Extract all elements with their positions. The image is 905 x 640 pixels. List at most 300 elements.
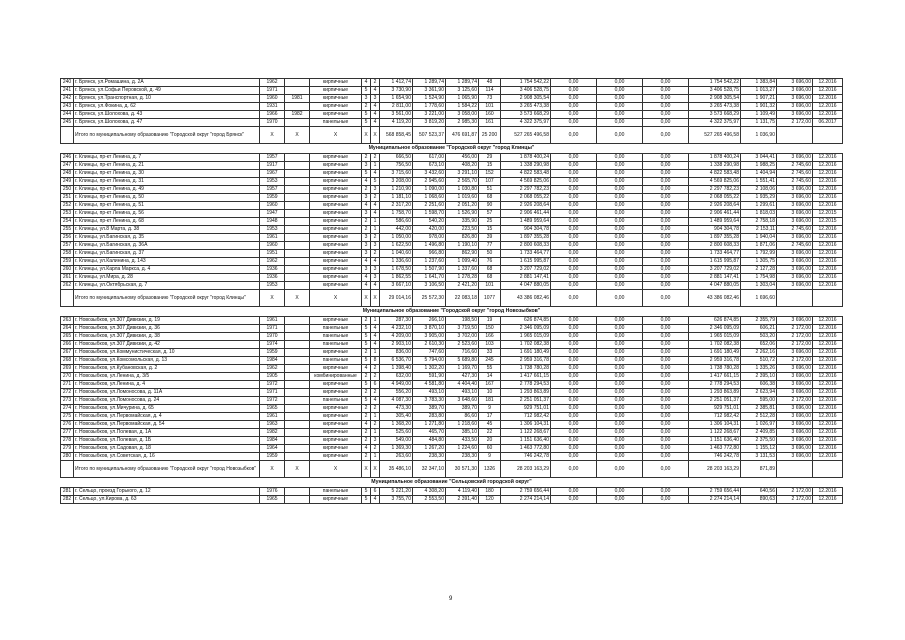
cell: 2 906 461,44 (689, 210, 741, 218)
cell: 525,60 (380, 429, 413, 437)
cell: 3 696,00 (777, 258, 813, 266)
cell: 245 (61, 119, 74, 127)
cell: 4 (371, 325, 380, 333)
table-row (61, 405, 843, 413)
cell: 2 172,00 (777, 325, 813, 333)
cell: 3 (362, 234, 371, 242)
cell: 1 306 104,31 (689, 421, 741, 429)
cell: 263,60 (380, 453, 413, 461)
cell: 1957 (260, 154, 285, 162)
cell: 1 641,70 (413, 274, 446, 282)
cell: 4 209,00 (380, 333, 413, 341)
cell: 4 119,40 (446, 488, 479, 496)
cell: кирпичные (310, 453, 362, 461)
cell: 0,00 (551, 95, 597, 103)
cell: 2 172,00 (777, 357, 813, 365)
cell: 241 (61, 87, 74, 95)
cell: кирпичные (310, 194, 362, 202)
cell: 2 251 051,37 (501, 397, 551, 405)
cell: 1 040,60 (380, 250, 413, 258)
cell: 586,60 (380, 218, 413, 226)
cell (285, 274, 310, 282)
cell (285, 341, 310, 349)
table-row (61, 87, 843, 95)
cell: 484,80 (413, 437, 446, 445)
cell: 0,00 (643, 266, 689, 274)
cell: 12.2016 (813, 373, 843, 381)
cell: 254 (61, 218, 74, 226)
cell: 1 489 959,64 (689, 218, 741, 226)
cell: г. Новозыбков, ул.307 Дивизии, д. 19 (74, 317, 260, 325)
cell: 1 169,70 (446, 365, 479, 373)
cell: 3 573 668,29 (689, 111, 741, 119)
cell: 1 496,80 (413, 242, 446, 250)
cell: 12.2016 (813, 234, 843, 242)
cell (285, 325, 310, 333)
cell: 12.2016 (813, 242, 843, 250)
cell: 0,00 (597, 162, 643, 170)
cell: г. Клинцы, ул.Мира, д. 28 (74, 274, 260, 282)
cell: 1971 (260, 87, 285, 95)
total-row (61, 461, 843, 478)
cell: 2 (362, 349, 371, 357)
cell: 0,00 (643, 349, 689, 357)
cell: 1 404,94 (741, 170, 777, 178)
cell: 258 (61, 250, 74, 258)
cell: 2 (371, 445, 380, 453)
cell: г. Новозыбков, ул.307 Дивизии, д. 36 (74, 325, 260, 333)
cell: 256 (61, 234, 74, 242)
cell: 0,00 (597, 461, 643, 478)
section-title: Муниципальное образование "Городской округ "город Новозыбков" (362, 308, 541, 314)
cell: г. Новозыбков, ул.Полевая, д. 1Б (74, 437, 260, 445)
cell: 1 013,27 (741, 87, 777, 95)
cell: 1 691 180,49 (689, 349, 741, 357)
cell: 507 523,37 (413, 127, 446, 144)
cell: 640,56 (741, 488, 777, 496)
table-row (61, 437, 843, 445)
cell: 2 346 095,09 (689, 325, 741, 333)
cell: 2 745,60 (777, 178, 813, 186)
cell: 0,00 (551, 210, 597, 218)
cell: 1 691 180,49 (501, 349, 551, 357)
cell: 0,00 (551, 429, 597, 437)
cell: 1 615 995,87 (689, 258, 741, 266)
cell: 86,60 (446, 413, 479, 421)
cell: 2 (371, 405, 380, 413)
cell: 48 (479, 79, 501, 87)
cell: 2 (371, 154, 380, 162)
cell: кирпичные (310, 413, 362, 421)
cell: 0,00 (551, 381, 597, 389)
cell: 1 901,32 (741, 103, 777, 111)
cell: 2 881 147,41 (689, 274, 741, 282)
cell: 0,00 (643, 429, 689, 437)
cell: 3 719,50 (446, 325, 479, 333)
total-row (61, 127, 843, 144)
cell: 1905 (260, 373, 285, 381)
cell: 617,00 (413, 154, 446, 162)
cell: 1 897 355,28 (689, 234, 741, 242)
cell: 10 (479, 389, 501, 397)
cell: 1984 (260, 437, 285, 445)
cell: 253 (61, 210, 74, 218)
cell: 473,30 (380, 405, 413, 413)
cell: кирпичные (310, 87, 362, 95)
cell (285, 397, 310, 405)
cell: 0,00 (643, 317, 689, 325)
cell: 166 (479, 333, 501, 341)
cell: 28 203 163,29 (689, 461, 741, 478)
cell: 1 181,10 (380, 194, 413, 202)
cell (285, 317, 310, 325)
cell: 2 (362, 437, 371, 445)
cell: 510,72 (741, 357, 777, 365)
cell: 238,30 (446, 453, 479, 461)
cell: 1 733 464,77 (689, 250, 741, 258)
cell: г. Брянск, ул.Шолохова, д. 43 (74, 111, 260, 119)
cell: 2 (362, 154, 371, 162)
cell: 527 265 496,58 (501, 127, 551, 144)
cell: 1970 (260, 119, 285, 127)
cell: г. Клинцы, ул.Багинская, д. 37 (74, 250, 260, 258)
cell: г. Новозыбков, ул.307 Дивизии, д. 42 (74, 341, 260, 349)
cell: 1960 (260, 242, 285, 250)
cell: кирпичные (310, 496, 362, 504)
cell: панельные (310, 325, 362, 333)
cell: 12.2016 (813, 266, 843, 274)
cell: 1936 (260, 266, 285, 274)
cell: 1 299,61 (741, 202, 777, 210)
cell: 0,00 (597, 325, 643, 333)
cell: 0,00 (643, 333, 689, 341)
cell: 1 463 772,80 (689, 445, 741, 453)
cell: 4 (371, 170, 380, 178)
cell: 4 (371, 119, 380, 127)
cell: 1 271,80 (413, 421, 446, 429)
cell: 493,10 (446, 389, 479, 397)
cell: 2 (362, 186, 371, 194)
cell: 5 794,00 (413, 357, 446, 365)
cell: г. Новозыбков, ул.Полевая, д. 1А (74, 429, 260, 437)
cell: кирпичные (310, 421, 362, 429)
cell: 0,00 (551, 437, 597, 445)
cell: 0,00 (597, 250, 643, 258)
cell: 0,00 (597, 397, 643, 405)
cell: 3 (371, 95, 380, 103)
cell: 68 (479, 266, 501, 274)
cell: 4 (371, 496, 380, 504)
cell: 2 127,28 (741, 266, 777, 274)
cell: 5 689,80 (446, 357, 479, 365)
cell: кирпичные (310, 170, 362, 178)
cell: 1 293 863,89 (689, 389, 741, 397)
cell: 1971 (260, 325, 285, 333)
cell: г. Клинцы, ул.Карла Маркса, д. 4 (74, 266, 260, 274)
cell: 0,00 (597, 242, 643, 250)
cell: 3 (371, 274, 380, 282)
cell: 4 (371, 210, 380, 218)
cell: 0,00 (597, 266, 643, 274)
cell: 1 303,04 (741, 282, 777, 290)
cell (813, 461, 843, 478)
cell: 3 044,41 (741, 154, 777, 162)
cell: г. Новозыбков, ул.Ленина, д. 4 (74, 381, 260, 389)
cell: 45 (479, 421, 501, 429)
cell: 0,00 (597, 95, 643, 103)
cell (285, 87, 310, 95)
cell: 243 (61, 103, 74, 111)
cell: 0,00 (551, 333, 597, 341)
cell: 1 338 290,98 (501, 162, 551, 170)
cell: кирпичные (310, 258, 362, 266)
cell: 1959 (260, 453, 285, 461)
cell: 2 172,00 (777, 341, 813, 349)
cell: Итого по муниципальному образованию "Городской округ "город Брянск" (74, 127, 260, 144)
cell: 2 759 656,44 (501, 488, 551, 496)
cell: 2 385,81 (741, 405, 777, 413)
cell: 3 783,30 (413, 397, 446, 405)
cell: 1974 (260, 341, 285, 349)
cell: 249 (61, 178, 74, 186)
cell: 274 (61, 405, 74, 413)
cell (285, 258, 310, 266)
cell: 4 047 880,05 (689, 282, 741, 290)
cell: 2 172,00 (777, 119, 813, 127)
cell: 0,00 (551, 365, 597, 373)
cell: г. Клинцы, пр-кт Ленина, д. 31 (74, 178, 260, 186)
cell: 0,00 (643, 218, 689, 226)
cell: 3 (362, 194, 371, 202)
cell: X (285, 461, 310, 478)
cell: 1970 (260, 333, 285, 341)
cell: 0,00 (551, 282, 597, 290)
cell: 0,00 (643, 186, 689, 194)
cell: 2 959 316,78 (689, 357, 741, 365)
cell: 0,00 (597, 389, 643, 397)
cell: 1 090,00 (413, 186, 446, 194)
table-row (61, 421, 843, 429)
cell: 2 (362, 453, 371, 461)
cell: 0,00 (551, 258, 597, 266)
cell: г. Брянск, ул.Софьи Перовской, д. 49 (74, 87, 260, 95)
cell: 4 (371, 282, 380, 290)
cell: 262 (61, 282, 74, 290)
cell (285, 373, 310, 381)
cell: 0,00 (551, 325, 597, 333)
table-row (61, 226, 843, 234)
cell: 0,00 (597, 103, 643, 111)
cell: 278 (61, 437, 74, 445)
cell: 0,00 (597, 421, 643, 429)
cell: 1931 (260, 103, 285, 111)
cell (777, 461, 813, 478)
table-row (61, 210, 843, 218)
cell: 1 622,50 (380, 242, 413, 250)
cell: X (362, 461, 371, 478)
cell: панельные (310, 341, 362, 349)
cell: 269 (61, 365, 74, 373)
cell: 2 375,50 (741, 437, 777, 445)
cell: 2 297 782,23 (501, 186, 551, 194)
cell: 06.2017 (813, 119, 843, 127)
cell: 0,00 (551, 218, 597, 226)
table-row (61, 445, 843, 453)
cell: 32 347,10 (413, 461, 446, 478)
cell: 0,00 (551, 349, 597, 357)
cell: 0,00 (643, 154, 689, 162)
cell: 1 065,90 (446, 95, 479, 103)
cell: 12.2016 (813, 186, 843, 194)
cell: кирпичные (310, 210, 362, 218)
cell: 2 274 214,14 (689, 496, 741, 504)
cell (285, 381, 310, 389)
cell: 251 (61, 194, 74, 202)
cell: 1982 (285, 111, 310, 119)
section-title: Муниципальное образование "Городской округ "город Клинцы" (368, 145, 535, 151)
cell: 4 322 375,97 (689, 119, 741, 127)
cell: кирпичные (310, 79, 362, 87)
cell: 0,00 (551, 178, 597, 186)
cell: 0,00 (597, 429, 643, 437)
cell: 4 (362, 258, 371, 266)
cell: 1967 (260, 170, 285, 178)
cell: 3 715,60 (380, 170, 413, 178)
cell: 257 (61, 242, 74, 250)
cell: 4 (362, 202, 371, 210)
cell: 0,00 (597, 178, 643, 186)
cell: кирпичные (310, 405, 362, 413)
cell: 55 (479, 365, 501, 373)
cell: 673,10 (413, 162, 446, 170)
cell (285, 178, 310, 186)
cell: 12.2016 (813, 103, 843, 111)
cell: 1 099,40 (446, 258, 479, 266)
register-sheet (60, 78, 843, 504)
cell: 3 131,53 (741, 453, 777, 461)
cell: 1 036,90 (741, 127, 777, 144)
cell: X (310, 290, 362, 307)
cell: 0,00 (597, 226, 643, 234)
cell: 12.2016 (813, 381, 843, 389)
cell: X (260, 127, 285, 144)
cell: 1 336,60 (380, 258, 413, 266)
cell: 1 190,10 (446, 242, 479, 250)
cell (285, 365, 310, 373)
cell: 12.2016 (813, 154, 843, 162)
cell (285, 333, 310, 341)
cell: 2 512,28 (741, 413, 777, 421)
cell: 12.2016 (813, 437, 843, 445)
cell: 12.2016 (813, 333, 843, 341)
cell: 2 985,30 (446, 119, 479, 127)
cell: 1 (371, 349, 380, 357)
cell: 259 (61, 258, 74, 266)
cell: 223,50 (446, 226, 479, 234)
cell: 2 553,50 (413, 496, 446, 504)
cell: 0,00 (551, 413, 597, 421)
cell: 2 068 055,22 (501, 194, 551, 202)
cell: 264 (61, 325, 74, 333)
cell: 12.2016 (813, 341, 843, 349)
cell: 3 696,00 (777, 194, 813, 202)
cell: 527 265 496,58 (689, 127, 741, 144)
cell (285, 162, 310, 170)
cell: 2 959 316,78 (501, 357, 551, 365)
section-title: Муниципальное образование "Сельцовский городской округ" (371, 479, 532, 485)
cell: 0,00 (551, 111, 597, 119)
cell: г. Новозыбков, ул.Ленина, д. 3/5 (74, 373, 260, 381)
cell: 3 696,00 (777, 210, 813, 218)
cell: 22 (479, 429, 501, 437)
cell: 8 (371, 357, 380, 365)
cell: 0,00 (551, 357, 597, 365)
cell: 5 (362, 325, 371, 333)
cell: 4 (371, 103, 380, 111)
cell: 4 404,40 (446, 381, 479, 389)
table-row (61, 282, 843, 290)
cell: 0,00 (643, 453, 689, 461)
cell: 746 242,78 (689, 453, 741, 461)
cell: 1965 (260, 496, 285, 504)
cell (285, 186, 310, 194)
cell: 3 696,00 (777, 453, 813, 461)
cell: 276 (61, 421, 74, 429)
cell: 2 759 656,44 (689, 488, 741, 496)
cell: 167 (479, 381, 501, 389)
cell: 30 571,30 (446, 461, 479, 478)
cell (285, 282, 310, 290)
cell: 281 (61, 488, 74, 496)
cell: 0,00 (597, 317, 643, 325)
cell: 1 (371, 413, 380, 421)
cell: 2 811,00 (380, 103, 413, 111)
cell: 0,00 (643, 282, 689, 290)
cell: 271 (61, 381, 74, 389)
cell: 606,21 (741, 325, 777, 333)
cell: X (362, 290, 371, 307)
cell: 73 (479, 95, 501, 103)
cell: 9 (479, 453, 501, 461)
cell: 252 (61, 202, 74, 210)
cell (285, 453, 310, 461)
cell: 5 (362, 87, 371, 95)
cell: 666,50 (380, 154, 413, 162)
cell: 261 (61, 274, 74, 282)
cell: 929 751,01 (501, 405, 551, 413)
cell: 5 (362, 496, 371, 504)
cell: 103 (479, 341, 501, 349)
cell: 0,00 (551, 274, 597, 282)
cell: 1917 (260, 162, 285, 170)
cell: 1951 (260, 250, 285, 258)
cell: 101 (479, 282, 501, 290)
cell: 427,30 (446, 373, 479, 381)
cell: кирпичные (310, 226, 362, 234)
cell: 2 610,30 (413, 341, 446, 349)
cell: 2 945,60 (413, 178, 446, 186)
cell: 0,00 (551, 162, 597, 170)
cell: 389,70 (446, 405, 479, 413)
cell: 1 778,60 (413, 103, 446, 111)
cell: 1 738 780,28 (501, 365, 551, 373)
cell: г. Новозыбков, ул.Мичурина, д. 65 (74, 405, 260, 413)
cell: 1 678,50 (380, 266, 413, 274)
cell: 2 317,20 (380, 202, 413, 210)
cell: 0,00 (643, 488, 689, 496)
table-row (61, 103, 843, 111)
cell: 1 050,00 (380, 234, 413, 242)
